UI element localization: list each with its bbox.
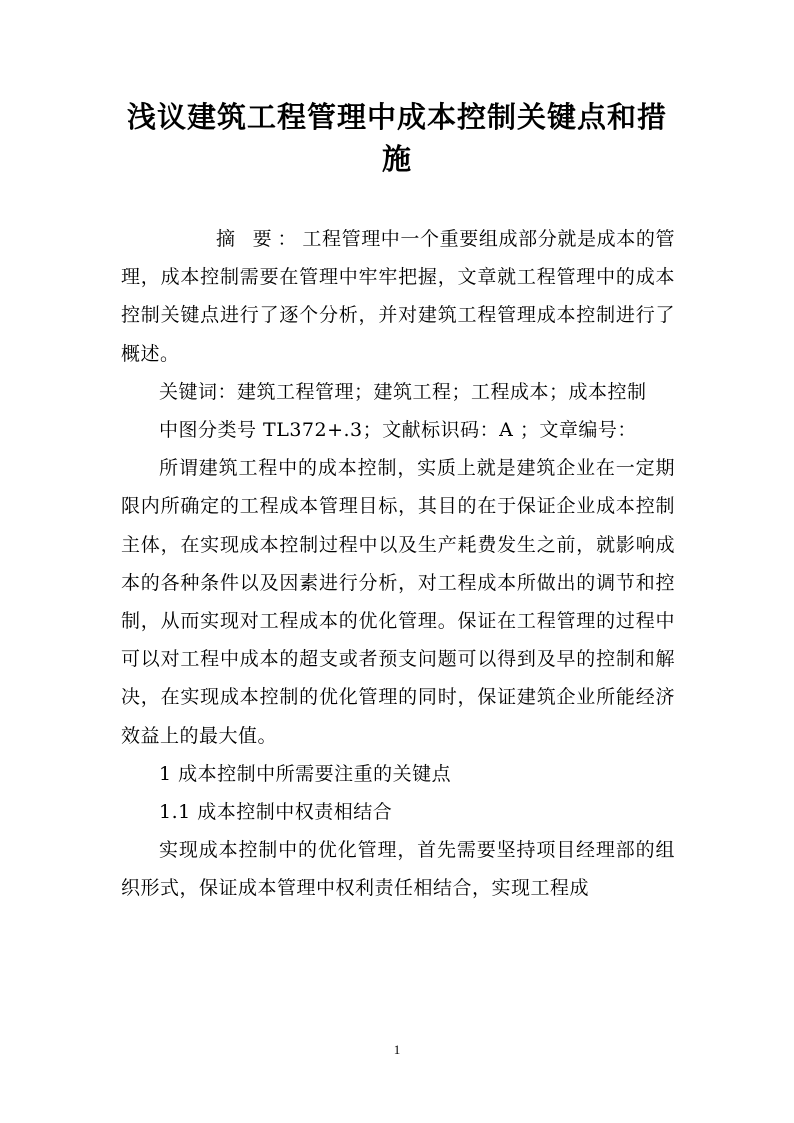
keywords-text: 建筑工程管理；建筑工程；工程成本；成本控制 <box>237 380 647 403</box>
section-1-1-heading: 1.1 成本控制中权责相结合 <box>159 801 393 824</box>
intro-paragraph: 所谓建筑工程中的成本控制，实质上就是建筑企业在一定期限内所确定的工程成本管理目标，其目的在于保证企业成本控制主体，在实现成本控制过程中以及生产耗费发生之前，就影响成本的各种条件以及因素进行分析，对工程成本所做出的调节和控制，从而实现对工程成本的优化管理。保证在工程管理的过程中可以对工程中成本的超支或者预支问题可以得到及早的控制和解决，在实现成本控制的优化管理的同时，保证建筑企业所能经济效益上的最大值。 <box>121 457 675 747</box>
document-body <box>121 220 675 908</box>
section-1-1-paragraph: 实现成本控制中的优化管理，首先需要坚持项目经理部的组织形式，保证成本管理中权利责任相结合，实现工程成 <box>121 839 675 900</box>
document-title: 浅议建筑工程管理中成本控制关键点和措施 <box>126 100 667 176</box>
page-number: 1 <box>393 1042 401 1057</box>
keywords-label: 关键词： <box>159 380 238 403</box>
section-1-heading: 1 成本控制中所需要注重的关键点 <box>159 762 452 785</box>
abstract-paragraph <box>121 220 675 373</box>
keywords-paragraph <box>121 373 675 411</box>
abstract-label: 摘 要： <box>216 228 303 250</box>
abstract-text: 工程管理中一个重要组成部分就是成本的管理，成本控制需要在管理中牢牢把握，文章就工程管理中的成本控制关键点进行了逐个分析，并对建筑工程管理成本控制进行了概述。 <box>121 228 675 365</box>
classification-line: 中图分类号 TL372+.3；文献标识码：A ；文章编号： <box>159 419 637 442</box>
